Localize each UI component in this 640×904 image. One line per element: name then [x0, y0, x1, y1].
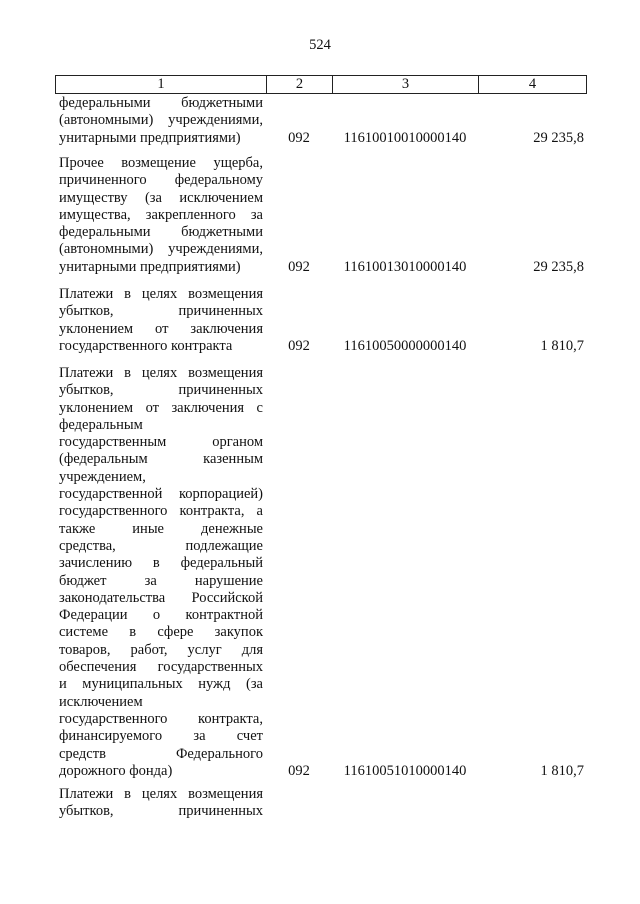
description-line: средства, подлежащие — [59, 537, 263, 554]
description-line: зачислению в федеральный — [59, 555, 263, 572]
description-line: уклонением от заключения с — [59, 399, 263, 416]
description-line: государственного контракта, а — [59, 503, 263, 520]
page-number: 524 — [309, 37, 331, 53]
row-code: 092 — [288, 258, 310, 275]
row-code: 092 — [288, 337, 310, 354]
row-amount: 29 235,8 — [533, 258, 584, 275]
description-line: федеральным — [59, 416, 143, 433]
row-description — [59, 155, 263, 276]
description-line: государственного контракта — [59, 337, 233, 354]
description-line: федеральными бюджетными — [59, 95, 263, 111]
description-line: Прочее возмещение ущерба, — [59, 155, 263, 171]
row-amount: 1 810,7 — [540, 762, 584, 779]
description-line: Платежи в целях возмещения — [59, 365, 263, 381]
description-line: средств Федерального — [59, 745, 263, 762]
description-line: также иные денежные — [59, 520, 263, 537]
row-classifier: 11610050000000140 — [343, 337, 467, 354]
description-line: (федеральным казенным — [59, 451, 263, 468]
column-header-2: 2 — [267, 76, 333, 94]
description-line: законодательства Российской — [59, 589, 263, 606]
description-line: уклонением от заключения — [59, 320, 263, 337]
description-line: имущества, закрепленного за — [59, 206, 263, 223]
description-line: унитарными предприятиями) — [59, 258, 241, 275]
row-description — [59, 95, 263, 147]
description-line: имуществу (за исключением — [59, 189, 263, 206]
description-line: причиненного федеральному — [59, 172, 263, 189]
description-line: убытков, причиненных — [59, 382, 263, 399]
row-amount: 29 235,8 — [533, 129, 584, 146]
row-description — [59, 365, 263, 780]
description-line: государственной корпорацией) — [59, 486, 263, 503]
row-amount: 1 810,7 — [540, 337, 584, 354]
description-line: системе в сфере закупок — [59, 624, 263, 641]
column-header-row — [56, 76, 587, 94]
description-line: Платежи в целях возмещения — [59, 286, 263, 302]
description-line: товаров, работ, услуг для — [59, 641, 263, 658]
description-line: государственного контракта, — [59, 710, 263, 727]
row-code: 092 — [288, 762, 310, 779]
description-line: федеральными бюджетными — [59, 224, 263, 241]
row-description — [59, 286, 263, 355]
description-line: убытков, причиненных — [59, 803, 263, 820]
description-line: (автономными) учреждениями, — [59, 241, 263, 258]
description-line: и муниципальных нужд (за — [59, 676, 263, 693]
description-line: обеспечения государственных — [59, 659, 263, 676]
row-classifier: 11610010010000140 — [343, 129, 467, 146]
column-header-1: 1 — [56, 76, 267, 94]
row-code: 092 — [288, 129, 310, 146]
description-line: учреждением, — [59, 468, 146, 485]
description-line: (автономными) учреждениями, — [59, 112, 263, 129]
description-line: унитарными предприятиями) — [59, 129, 241, 146]
column-header-table — [55, 75, 587, 94]
description-line: финансируемого за счет — [59, 728, 263, 745]
description-line: бюджет за нарушение — [59, 572, 263, 589]
description-line: Платежи в целях возмещения — [59, 786, 263, 802]
row-classifier: 11610013010000140 — [343, 258, 467, 275]
description-line: государственным органом — [59, 434, 263, 451]
description-line: дорожного фонда) — [59, 762, 173, 779]
row-classifier: 11610051010000140 — [343, 762, 467, 779]
row-description — [59, 786, 263, 821]
column-header-4: 4 — [479, 76, 587, 94]
description-line: убытков, причиненных — [59, 303, 263, 320]
column-header-3: 3 — [333, 76, 479, 94]
description-line: исключением — [59, 693, 143, 710]
description-line: Федерации о контрактной — [59, 607, 263, 624]
